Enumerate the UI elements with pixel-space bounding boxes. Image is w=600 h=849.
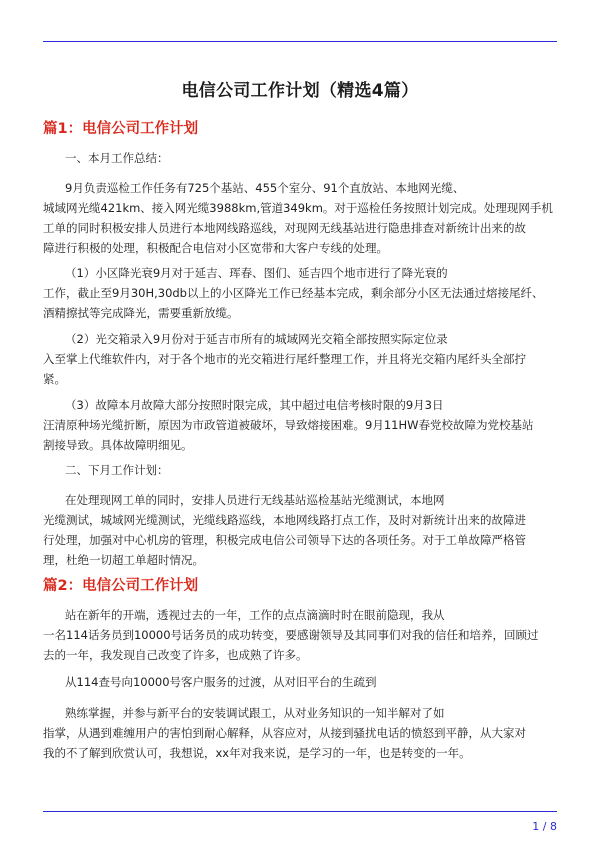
footer-rule	[43, 811, 557, 812]
text-line: 熟练掌握，并参与新平台的安装调试跟工，从对业务知识的一知半解对了如	[65, 706, 445, 720]
text-line: 紧。	[43, 372, 66, 386]
subheading-next-month-plan	[43, 460, 579, 480]
document-title: 电信公司工作计划（精选4篇）	[181, 81, 419, 101]
text-line: 我的不了解到欣赏认可，我想说，xx年对我来说，是学习的一年，也是转变的一年。	[43, 746, 471, 760]
paragraph-light-attenuation	[43, 263, 557, 323]
text-line: 一名114话务员到10000号话务员的成功转变，要感谢领导及其同事们对我的信任和培养，回顾过	[43, 628, 539, 642]
text-line: 一、本月工作总结：	[65, 151, 169, 165]
text-line: 9月负责巡检工作任务有725个基站、455个室分、91个直放站、本地网光缆、	[65, 181, 465, 195]
subheading-monthly-summary	[43, 148, 579, 168]
paragraph-transition	[43, 672, 557, 692]
text-line: 从114查号向10000号客户服务的过渡，从对旧平台的生疏到	[65, 675, 377, 689]
header-rule	[43, 41, 557, 42]
text-line: （2）光交箱录入9月份对于延吉市所有的城域网光交箱全部按照实际定位录	[65, 332, 448, 346]
paragraph-new-year	[43, 605, 557, 665]
paragraph-summary	[43, 178, 557, 258]
text-line: 二、下月工作计划：	[65, 463, 169, 477]
section-heading-1: 篇1：电信公司工作计划	[43, 121, 199, 137]
text-line: 障进行积极的处理，积极配合电信对小区宽带和大客户专线的处理。	[43, 241, 388, 255]
text-line: 在处理现网工单的同时，安排人员进行无线基站巡检基站光缆测试，本地网	[65, 493, 445, 507]
paragraph-fiber-box	[43, 329, 557, 389]
paragraph-faults	[43, 395, 557, 455]
text-line: （3）故障本月故障大部分按照时限完成，其中超过电信考核时限的9月3日	[65, 398, 444, 412]
text-line: 站在新年的开端，透视过去的一年，工作的点点滴滴时时在眼前隐现，我从	[65, 608, 445, 622]
text-line: 酒精擦拭等完成降光，需要重新放缆。	[43, 306, 239, 320]
section-heading-2: 篇2：电信公司工作计划	[43, 578, 199, 594]
text-line: 理，杜绝一切超工单超时情况。	[43, 553, 204, 567]
paragraph-plan	[43, 490, 557, 570]
text-line: 城域网光缆421km、接入网光缆3988km,管道349km。对于巡检任务按照计划完成。处理现网手机	[43, 201, 553, 215]
page-number: 1 / 8	[532, 820, 557, 833]
text-line: 工作，截止至9月30H,30db以上的小区降光工作已经基本完成，剩余部分小区无法通过熔接尾纤、	[43, 286, 544, 300]
paragraph-mastery	[43, 703, 557, 763]
text-line: 割接导致。具体故障明细见。	[43, 438, 193, 452]
text-line: 行处理，加强对中心机房的管理，积极完成电信公司领导下达的各项任务。对于工单故障严格管	[43, 533, 526, 547]
text-line: 指掌，从遇到难缠用户的害怕到耐心解释，从容应对，从接到骚扰电话的愤怒到平静，从大家对	[43, 726, 526, 740]
text-line: 去的一年，我发现自己改变了许多，也成熟了许多。	[43, 648, 308, 662]
text-line: 汪清原种场光缆折断，原因为市政管道被破坏，导致熔接困难。9月11HW春党校故障为党校基站	[43, 418, 534, 432]
text-line: 光缆测试，城域网光缆测试，光缆线路巡线，本地网线路打点工作，及时对新统计出来的故障进	[43, 513, 526, 527]
text-line: 入至掌上代维软件内，对于各个地市的光交箱进行尾纤整理工作，并且将光交箱内尾纤头全部拧	[43, 352, 526, 366]
text-line: 工单的同时积极安排人员进行本地网线路巡线，对现网无线基站进行隐患排查对新统计出来的故	[43, 221, 526, 235]
text-line: （1）小区降光衰9月对于延吉、珲春、图们、延吉四个地市进行了降光衰的	[65, 266, 448, 280]
